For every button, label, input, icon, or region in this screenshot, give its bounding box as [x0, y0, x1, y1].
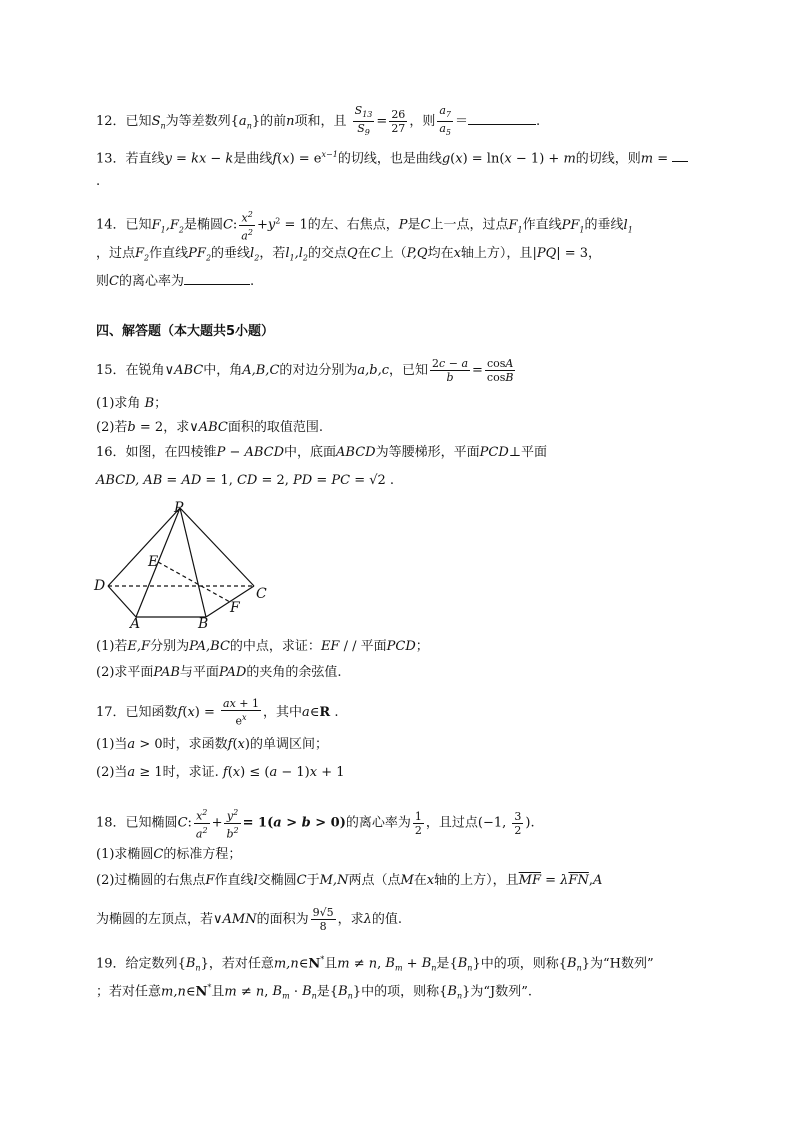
label-C: C	[256, 586, 267, 602]
question-18-part2: (2)过椭圆的右焦点F作直线l交椭圆C于M,N两点（点M在x轴的上方），且$\overline{MF} = \lambda\overline{FN},A$	[96, 873, 603, 888]
question-16-part1: (1)若E,F分别为PA,BC的中点，求证：EF / / 平面PCD；	[96, 639, 429, 654]
edge-PC	[180, 508, 254, 586]
question-17: 17．已知函数f(x) = $\frac{ax + 1}{e^x}$ ，其中a∈R .	[96, 697, 339, 728]
answer-blank[interactable]	[672, 161, 688, 162]
answer-blank[interactable]	[184, 284, 250, 285]
label-P: P	[174, 500, 184, 516]
question-17-part1: (1)当a > 0时，求函数f(x)的单调区间；	[96, 737, 328, 752]
edge-DA	[108, 586, 136, 617]
question-19-line2: ；若对任意m,n∈N*且m ≠ n, $B_m \cdot B_n$是$\{B_n\}$中的项，则称$\{B_n\}$为“J数列”.	[96, 983, 533, 1001]
question-13: 13．若直线y = kx − k是曲线$f(x) = e^{x-1}$的切线，也是曲线g(x) = ln(x − 1) + m的切线，则m =	[96, 145, 688, 169]
edge-PB	[180, 508, 206, 617]
question-13-end: .	[96, 174, 101, 189]
question-12: 12．已知$S_n$为等差数列$\{a_n\}$的前n项和，且 $\frac{S_{13}}{S_9}$ = $\frac{26}{27}$ ，则 $\frac{a_7}{a_5}$ ＝ .	[96, 104, 541, 138]
question-18-part2-line2: 为椭圆的左顶点，若∨AMN的面积为 $\frac{9√5}{8}$ ，求λ的值.	[96, 906, 403, 933]
question-15-part2: (2)若b = 2，求∨ABC面积的取值范围.	[96, 420, 323, 435]
label-A: A	[130, 616, 141, 630]
question-18-part1: (1)求椭圆C的标准方程；	[96, 847, 242, 862]
question-15: 15．在锐角∨ABC中，角A,B,C的对边分别为a,b,c，已知 $\frac{2c - a}{b}$ = $\frac{\cos A}{\cos B}$	[96, 357, 514, 384]
answer-blank[interactable]	[468, 124, 536, 125]
question-18: 18．已知椭圆C: $\frac{x^2}{a^2}$ + $\frac{y^2}{b^2}$ = 1(a > b > 0)的离心率为 $\frac{1}{2}$ ，且过点(−1, $\frac{3}{2}$ ).	[96, 808, 535, 841]
edge-PD	[108, 508, 180, 586]
question-14: 14．已知$F_1,F_2$是椭圆C: $\frac{x^2}{a^2}$ $+y^2 = 1$的左、右焦点，P是C上一点，过点$F_1$作直线$PF_1$的垂线$l_1$	[96, 210, 633, 243]
question-14-line3: 则C的离心率为 .	[96, 274, 255, 289]
question-15-part1: (1)求角 B；	[96, 396, 168, 411]
label-B: B	[198, 616, 209, 630]
section-heading: 四、解答题（本大题共5小题）	[96, 324, 275, 339]
label-E: E	[148, 554, 159, 570]
question-16: 16．如图，在四棱锥P − ABCD中，底面ABCD为等腰梯形，平面PCD⊥平面	[96, 445, 547, 460]
question-16-line2: ABCD, AB = AD = 1, CD = 2, PD = PC = √2 .	[96, 473, 395, 488]
question-17-part2: (2)当a ≥ 1时，求证. f(x) ≤ (a − 1)x + 1	[96, 765, 345, 780]
question-14-line2: ，过点$F_2$作直线$PF_2$的垂线$l_2$，若$l_1,l_2$的交点Q在C上（P,Q均在x轴上方），且|PQ| = 3，	[96, 246, 602, 263]
pyramid-figure	[90, 500, 280, 630]
question-19: 19．给定数列$\{B_n\}$，若对任意m,n∈N*且m ≠ n, $B_m + B_n$是$\{B_n\}$中的项，则称$\{B_n\}$为“H数列”	[96, 955, 654, 973]
label-D: D	[94, 578, 106, 594]
question-16-part2: (2)求平面PAB与平面PAD的夹角的余弦值.	[96, 665, 342, 680]
label-F: F	[230, 600, 240, 616]
